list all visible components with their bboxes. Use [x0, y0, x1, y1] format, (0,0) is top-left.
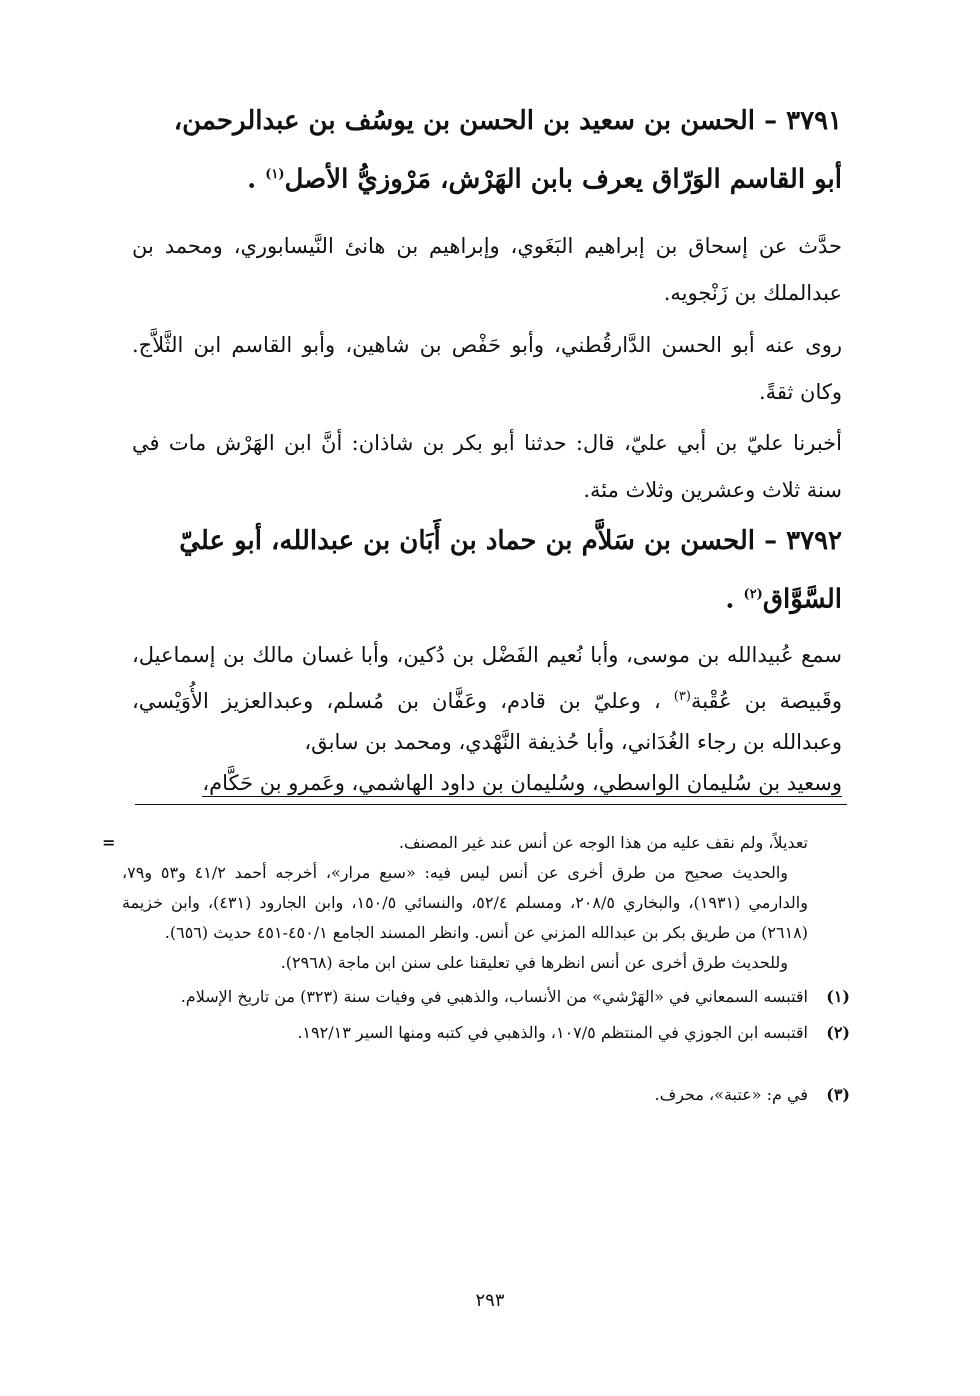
- entry-3792-title: [132, 514, 842, 627]
- page-number: ٢٩٣: [475, 1290, 505, 1311]
- entry-3791-title: [132, 94, 842, 207]
- footnote-3-text: في م: «عتبة»، محرف.: [654, 1085, 808, 1104]
- footnote-2-number: (٢): [826, 1023, 850, 1042]
- entry-3792-title-line2: السَّوَّاق: [762, 584, 842, 615]
- entry-3791-paragraph-2: روى عنه أبو الحسن الدَّارقُطني، وأبو حَفْص بن شاهين، وأبو القاسم ابن الثَّلاَّج. وكان ثقةً.: [132, 333, 842, 404]
- footnote-ref-3: (٣): [673, 689, 691, 704]
- entry-3792-title-line1: – الحسن بن سَلاَّم بن حماد بن أَبَان بن عبدالله، أبو عليّ: [179, 526, 778, 556]
- entry-3791-title-line1: – الحسن بن سعيد بن الحسن بن يوسُف بن عبدالرحمن،: [173, 106, 778, 136]
- footnote-separator: [135, 804, 847, 805]
- footnote-3-number: (٣): [826, 1085, 850, 1104]
- footnote-continuation-line-2: والحديث صحيح من طرق أخرى عن أنس ليس فيه: «سبع مرار»، أخرجه أحمد ٤١/٢ و٥٣ و٧٩، والدارمي (١٩٣١)، والبخاري ٢٠٨/٥، ومسلم ٥٢/٤، والنسائي ١٥٠/٥، وابن الجارود (٤٣١)، وابن خزيمة (٢٦١٨) من طريق بكر بن عبدالله المزني عن أنس. وانظر المسند الجامع ٤٥٠/١-٤٥١ حديث (٦٥٦).: [122, 863, 808, 942]
- entry-3791-title-line2: أبو القاسم الوَرّاق يعرف بابن الهَرْش، مَرْوزيُّ الأصل: [284, 164, 842, 195]
- footnote-1: [122, 982, 850, 1012]
- entry-3791-title-end: .: [247, 164, 266, 195]
- footnotes: [102, 828, 850, 1110]
- entry-3792-paragraph-1-a: سمع عُبيدالله بن موسى، وأبا نُعيم الفَضْل بن دُكين، وأبا غسان مالك بن إسماعيل، وقَبيصة بن عُقْبة: [132, 643, 842, 713]
- footnote-continuation: [102, 828, 850, 978]
- footnote-ref-2: (٢): [743, 587, 763, 602]
- continuation-mark: =: [102, 833, 116, 852]
- footnote-continuation-line-1: تعديلاً، ولم نقف عليه من هذا الوجه عن أنس عند غير المصنف.: [398, 833, 808, 852]
- entry-3792-paragraph-1-b: ، وعليّ بن قادم، وعَفَّان بن مُسلم، وعبدالعزيز الأُوَيْسي، وعبدالله بن رجاء الغُدَاني، وأبا حُذيفة النَّهْدي، ومحمد بن سابق،: [132, 689, 842, 754]
- entry-3792-number: ٣٧٩٢: [786, 526, 842, 556]
- entry-3791-paragraph-3: أخبرنا عليّ بن أبي عليّ، قال: حدثنا أبو بكر بن شاذان: أنَّ ابن الهَرْش مات في سنة ثلاث وعشرين وثلاث مئة.: [132, 431, 842, 502]
- footnote-2-text: اقتبسه ابن الجوزي في المنتظم ١٠٧/٥، والذهبي في كتبه ومنها السير ١٩٢/١٣.: [297, 1023, 808, 1042]
- entry-3791-paragraph-1: حدَّث عن إسحاق بن إبراهيم البَغَوي، وإبراهيم بن هانئ النَّيسابوري، ومحمد بن عبدالملك بن زَنْجويه.: [132, 234, 842, 305]
- entry-3792-title-end: .: [725, 584, 744, 615]
- footnote-ref-1: (١): [265, 167, 285, 182]
- footnote-1-number: (١): [826, 987, 850, 1006]
- footnote-continuation-line-3: وللحديث طرق أخرى عن أنس انظرها في تعليقنا على سنن ابن ماجة (٢٩٦٨).: [280, 953, 788, 972]
- entry-3792-paragraph-1: [132, 635, 842, 804]
- footnote-1-text: اقتبسه السمعاني في «الهَرْشي» من الأنساب، والذهبي في وفيات سنة (٣٢٣) من تاريخ الإسلام.: [180, 987, 808, 1006]
- entry-3792-paragraph-1-last-line: وسعيد بن سُليمان الواسطي، وسُليمان بن داود الهاشمي، وعَمرو بن حَكَّام،: [202, 771, 842, 795]
- footnote-2: [122, 1018, 850, 1048]
- entry-3791-number: ٣٧٩١: [786, 106, 842, 136]
- footnote-3: [122, 1080, 850, 1110]
